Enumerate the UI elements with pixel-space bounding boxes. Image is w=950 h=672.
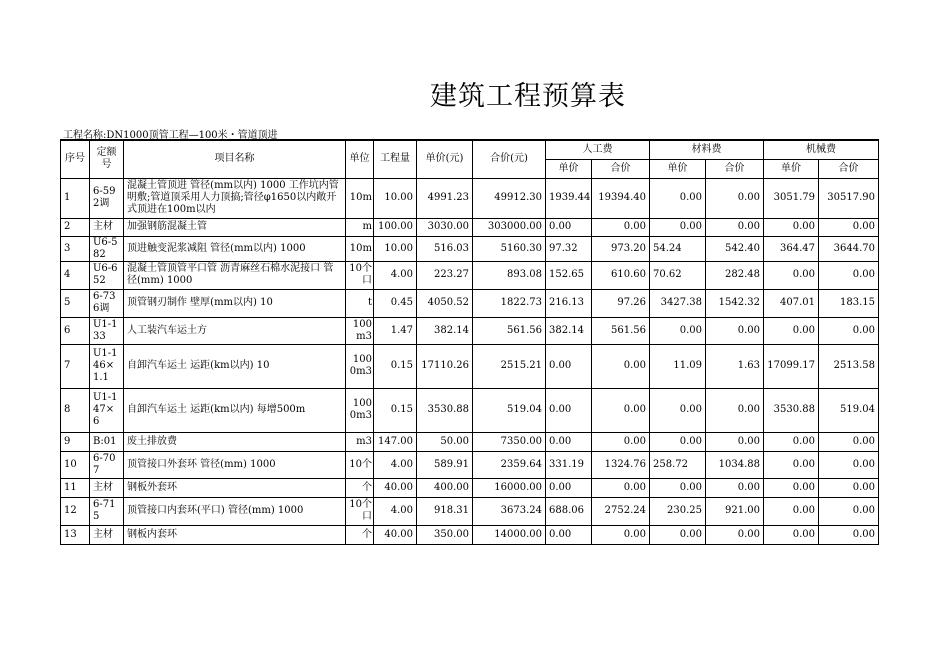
budget-table <box>60 139 879 545</box>
cell-machine-total: 2513.58 <box>819 344 879 388</box>
cell-labor-total: 97.26 <box>592 289 650 317</box>
table-row <box>61 525 879 544</box>
cell-quantity: 4.00 <box>374 497 417 525</box>
cell-total-price: 16000.00 <box>473 478 546 497</box>
header-labor-unit: 单价 <box>546 159 592 178</box>
cell-code: 6-736调 <box>90 289 124 317</box>
header-row <box>61 140 879 159</box>
cell-code: 6-715 <box>90 497 124 525</box>
cell-quantity: 1.47 <box>374 317 417 344</box>
cell-labor-unit: 0.00 <box>546 344 592 388</box>
cell-unit-price: 4991.23 <box>417 178 473 218</box>
header-seq: 序号 <box>61 140 90 178</box>
cell-labor-unit: 0.00 <box>546 432 592 451</box>
header-material: 材料费 <box>650 140 764 159</box>
cell-name: 顶进触变泥浆减阻 管径(mm以内) 1000 <box>124 236 346 261</box>
cell-material-total: 0.00 <box>706 218 764 236</box>
cell-material-total: 0.00 <box>706 388 764 432</box>
cell-quantity: 100.00 <box>374 218 417 236</box>
cell-material-unit: 0.00 <box>650 178 706 218</box>
cell-unit-price: 17110.26 <box>417 344 473 388</box>
cell-seq: 8 <box>61 388 90 432</box>
cell-unit-price: 4050.52 <box>417 289 473 317</box>
cell-machine-unit: 0.00 <box>764 218 819 236</box>
table-row <box>61 478 879 497</box>
cell-machine-total: 0.00 <box>819 525 879 544</box>
cell-material-total: 282.48 <box>706 261 764 289</box>
cell-machine-unit: 0.00 <box>764 451 819 478</box>
cell-machine-total: 0.00 <box>819 451 879 478</box>
header-machine-total: 合价 <box>819 159 879 178</box>
cell-name: 顶管接口外套环 管径(mm) 1000 <box>124 451 346 478</box>
cell-material-unit: 0.00 <box>650 218 706 236</box>
cell-quantity: 10.00 <box>374 236 417 261</box>
cell-labor-total: 0.00 <box>592 218 650 236</box>
cell-seq: 2 <box>61 218 90 236</box>
cell-machine-unit: 0.00 <box>764 432 819 451</box>
cell-labor-unit: 97.32 <box>546 236 592 261</box>
cell-unit: 10m <box>346 178 374 218</box>
table-row <box>61 388 879 432</box>
cell-seq: 7 <box>61 344 90 388</box>
cell-machine-unit: 0.00 <box>764 317 819 344</box>
cell-unit-price: 382.14 <box>417 317 473 344</box>
cell-material-total: 921.00 <box>706 497 764 525</box>
cell-unit: m <box>346 218 374 236</box>
cell-total-price: 519.04 <box>473 388 546 432</box>
cell-seq: 12 <box>61 497 90 525</box>
cell-quantity: 4.00 <box>374 261 417 289</box>
cell-material-total: 0.00 <box>706 478 764 497</box>
cell-total-price: 7350.00 <box>473 432 546 451</box>
cell-quantity: 0.45 <box>374 289 417 317</box>
cell-name: 加强钢筋混凝土管 <box>124 218 346 236</box>
cell-unit-price: 50.00 <box>417 432 473 451</box>
cell-seq: 10 <box>61 451 90 478</box>
cell-material-total: 542.40 <box>706 236 764 261</box>
cell-unit-price: 3530.88 <box>417 388 473 432</box>
cell-material-unit: 0.00 <box>650 388 706 432</box>
cell-labor-total: 0.00 <box>592 432 650 451</box>
cell-labor-total: 561.56 <box>592 317 650 344</box>
cell-code: U6-652 <box>90 261 124 289</box>
cell-name: 人工装汽车运土方 <box>124 317 346 344</box>
cell-seq: 3 <box>61 236 90 261</box>
cell-machine-unit: 3051.79 <box>764 178 819 218</box>
cell-machine-unit: 407.01 <box>764 289 819 317</box>
cell-code: U6-582 <box>90 236 124 261</box>
header-material-total: 合价 <box>706 159 764 178</box>
cell-unit: 10个口 <box>346 261 374 289</box>
cell-labor-total: 1324.76 <box>592 451 650 478</box>
cell-unit: 1000m3 <box>346 344 374 388</box>
cell-material-unit: 230.25 <box>650 497 706 525</box>
header-total-price: 合价(元) <box>473 140 546 178</box>
cell-unit: 10m <box>346 236 374 261</box>
table-row <box>61 218 879 236</box>
cell-unit-price: 400.00 <box>417 478 473 497</box>
cell-total-price: 14000.00 <box>473 525 546 544</box>
cell-unit: t <box>346 289 374 317</box>
cell-code: 主材 <box>90 218 124 236</box>
cell-total-price: 1822.73 <box>473 289 546 317</box>
cell-total-price: 2359.64 <box>473 451 546 478</box>
cell-unit: m3 <box>346 432 374 451</box>
cell-unit-price: 918.31 <box>417 497 473 525</box>
cell-total-price: 893.08 <box>473 261 546 289</box>
cell-machine-unit: 0.00 <box>764 497 819 525</box>
cell-seq: 5 <box>61 289 90 317</box>
cell-material-total: 0.00 <box>706 525 764 544</box>
cell-labor-unit: 382.14 <box>546 317 592 344</box>
cell-machine-total: 183.15 <box>819 289 879 317</box>
cell-name: 混凝土管顶进 管径(mm以内) 1000 工作坑内管明敷;管道顶采用人力顶搞;管径φ1650以内敞开式顶进在100m以内 <box>124 178 346 218</box>
cell-labor-total: 19394.40 <box>592 178 650 218</box>
table-row <box>61 289 879 317</box>
cell-machine-total: 519.04 <box>819 388 879 432</box>
header-unit: 单位 <box>346 140 374 178</box>
cell-material-total: 0.00 <box>706 317 764 344</box>
cell-name: 混凝土管顶管平口管 沥青麻丝石棉水泥接口 管径(mm) 1000 <box>124 261 346 289</box>
cell-name: 钢板外套环 <box>124 478 346 497</box>
cell-labor-unit: 0.00 <box>546 388 592 432</box>
cell-machine-unit: 3530.88 <box>764 388 819 432</box>
cell-code: 6-707 <box>90 451 124 478</box>
table-row <box>61 236 879 261</box>
table-row <box>61 261 879 289</box>
table-row <box>61 317 879 344</box>
cell-unit: 个 <box>346 525 374 544</box>
cell-material-unit: 0.00 <box>650 432 706 451</box>
cell-total-price: 3673.24 <box>473 497 546 525</box>
cell-name: 顶管钢刃制作 壁厚(mm以内) 10 <box>124 289 346 317</box>
cell-code: U1-133 <box>90 317 124 344</box>
cell-quantity: 147.00 <box>374 432 417 451</box>
cell-material-unit: 11.09 <box>650 344 706 388</box>
header-machine-unit: 单价 <box>764 159 819 178</box>
cell-labor-total: 0.00 <box>592 388 650 432</box>
cell-labor-unit: 0.00 <box>546 478 592 497</box>
cell-machine-unit: 364.47 <box>764 236 819 261</box>
cell-material-total: 1.63 <box>706 344 764 388</box>
cell-unit: 个 <box>346 478 374 497</box>
cell-total-price: 5160.30 <box>473 236 546 261</box>
cell-quantity: 4.00 <box>374 451 417 478</box>
table-row <box>61 497 879 525</box>
cell-machine-unit: 0.00 <box>764 478 819 497</box>
cell-name: 自卸汽车运土 运距(km以内) 10 <box>124 344 346 388</box>
cell-machine-total: 0.00 <box>819 317 879 344</box>
cell-unit: 10个口 <box>346 497 374 525</box>
cell-code: U1-146×1.1 <box>90 344 124 388</box>
cell-labor-unit: 152.65 <box>546 261 592 289</box>
cell-labor-total: 0.00 <box>592 478 650 497</box>
cell-quantity: 0.15 <box>374 344 417 388</box>
cell-seq: 9 <box>61 432 90 451</box>
cell-code: B:01 <box>90 432 124 451</box>
cell-machine-total: 0.00 <box>819 432 879 451</box>
cell-labor-total: 973.20 <box>592 236 650 261</box>
cell-seq: 11 <box>61 478 90 497</box>
cell-total-price: 303000.00 <box>473 218 546 236</box>
cell-material-total: 0.00 <box>706 432 764 451</box>
cell-seq: 1 <box>61 178 90 218</box>
page-title: 建筑工程预算表 <box>430 81 626 112</box>
cell-machine-unit: 0.00 <box>764 261 819 289</box>
cell-code: 主材 <box>90 525 124 544</box>
cell-labor-total: 0.00 <box>592 525 650 544</box>
cell-labor-unit: 688.06 <box>546 497 592 525</box>
cell-total-price: 2515.21 <box>473 344 546 388</box>
cell-name: 钢板内套环 <box>124 525 346 544</box>
cell-material-unit: 3427.38 <box>650 289 706 317</box>
header-name: 项目名称 <box>124 140 346 178</box>
cell-machine-total: 3644.70 <box>819 236 879 261</box>
cell-total-price: 561.56 <box>473 317 546 344</box>
cell-seq: 6 <box>61 317 90 344</box>
cell-material-unit: 0.00 <box>650 478 706 497</box>
cell-material-unit: 258.72 <box>650 451 706 478</box>
table-row <box>61 178 879 218</box>
cell-seq: 13 <box>61 525 90 544</box>
cell-name: 自卸汽车运土 运距(km以内) 每增500m <box>124 388 346 432</box>
cell-total-price: 49912.30 <box>473 178 546 218</box>
header-labor: 人工费 <box>546 140 650 159</box>
cell-material-total: 1034.88 <box>706 451 764 478</box>
cell-name: 废土排放费 <box>124 432 346 451</box>
cell-unit: 10个 <box>346 451 374 478</box>
cell-material-unit: 70.62 <box>650 261 706 289</box>
cell-unit-price: 589.91 <box>417 451 473 478</box>
cell-material-total: 1542.32 <box>706 289 764 317</box>
cell-labor-total: 610.60 <box>592 261 650 289</box>
cell-machine-unit: 0.00 <box>764 525 819 544</box>
cell-code: U1-147×6 <box>90 388 124 432</box>
cell-unit: 100m3 <box>346 317 374 344</box>
header-unit-price: 单价(元) <box>417 140 473 178</box>
cell-material-unit: 0.00 <box>650 525 706 544</box>
cell-labor-total: 2752.24 <box>592 497 650 525</box>
cell-quantity: 40.00 <box>374 525 417 544</box>
cell-quantity: 40.00 <box>374 478 417 497</box>
cell-unit-price: 3030.00 <box>417 218 473 236</box>
cell-unit-price: 516.03 <box>417 236 473 261</box>
cell-machine-total: 0.00 <box>819 497 879 525</box>
cell-material-total: 0.00 <box>706 178 764 218</box>
cell-unit: 1000m3 <box>346 388 374 432</box>
cell-labor-unit: 216.13 <box>546 289 592 317</box>
header-machine: 机械费 <box>764 140 879 159</box>
table-row <box>61 451 879 478</box>
cell-quantity: 0.15 <box>374 388 417 432</box>
cell-labor-unit: 0.00 <box>546 218 592 236</box>
cell-material-unit: 54.24 <box>650 236 706 261</box>
table-row <box>61 344 879 388</box>
cell-unit-price: 223.27 <box>417 261 473 289</box>
cell-quantity: 10.00 <box>374 178 417 218</box>
cell-labor-total: 0.00 <box>592 344 650 388</box>
cell-labor-unit: 1939.44 <box>546 178 592 218</box>
cell-seq: 4 <box>61 261 90 289</box>
table-row <box>61 432 879 451</box>
cell-name: 顶管接口内套环(平口) 管径(mm) 1000 <box>124 497 346 525</box>
cell-labor-unit: 331.19 <box>546 451 592 478</box>
cell-machine-unit: 17099.17 <box>764 344 819 388</box>
cell-machine-total: 0.00 <box>819 218 879 236</box>
cell-material-unit: 0.00 <box>650 317 706 344</box>
cell-machine-total: 30517.90 <box>819 178 879 218</box>
cell-code: 主材 <box>90 478 124 497</box>
project-name: 工程名称:DN1000顶管工程—100米・管道顶进 <box>63 130 278 141</box>
cell-machine-total: 0.00 <box>819 478 879 497</box>
cell-unit-price: 350.00 <box>417 525 473 544</box>
header-labor-total: 合价 <box>592 159 650 178</box>
header-material-unit: 单价 <box>650 159 706 178</box>
header-code: 定额号 <box>90 140 124 178</box>
header-quantity: 工程量 <box>374 140 417 178</box>
cell-code: 6-592调 <box>90 178 124 218</box>
cell-labor-unit: 0.00 <box>546 525 592 544</box>
cell-machine-total: 0.00 <box>819 261 879 289</box>
